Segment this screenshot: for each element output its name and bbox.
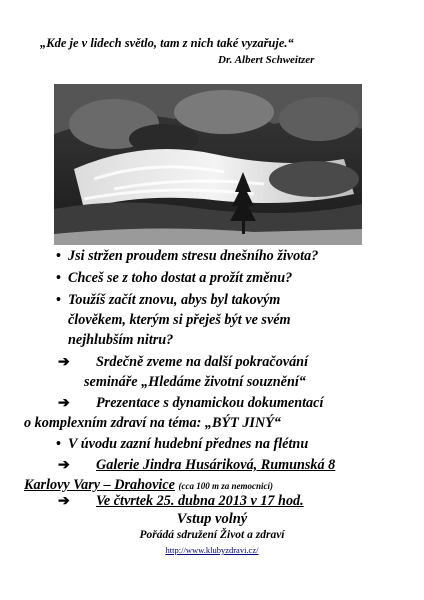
venue-line: ➔ Galerie Jindra Husáriková, Rumunská 8 [58,457,336,473]
bullet-dot-icon: • [56,270,61,286]
arrow-right-icon: ➔ [58,396,70,411]
entry-free: Vstup volný [176,511,248,527]
venue-line-2: Karlovy Vary – Drahovice (cca 100 m za nemocnicí) [24,477,273,493]
bullet-dot-icon: • [56,292,61,308]
presentation-line: ➔ Prezentace s dynamickou dokumentací [58,395,324,411]
arrow-right-icon: ➔ [58,355,70,370]
presentation-line-2: o komplexním zdraví na téma: „BÝT JINÝ“ [24,415,281,431]
bullet-item: • V úvodu zazní hudební přednes na flétnu [56,436,309,452]
bullet-continuation: člověkem, kterým si přeješ být ve svém [68,312,291,328]
invite-line: ➔ Srdečně zveme na další pokračování [58,354,309,370]
venue-note: (cca 100 m za nemocnicí) [178,481,273,491]
bullet-item: • Chceš se z toho dostat a prožít změnu? [56,270,293,286]
waterfall-photo [54,84,362,245]
quote: „Kde je v lidech světlo, tam z nich také vyzařuje.“ [40,36,294,50]
invite-line-2: semináře „Hledáme životní souznění“ [84,374,306,390]
organizer: Pořádá sdružení Život a zdraví [139,529,285,541]
arrow-right-icon: ➔ [58,494,70,509]
bullet-item: • Toužíš začít znovu, abys byl takovým [56,292,281,308]
bullet-dot-icon: • [56,436,61,452]
quote-author: Dr. Albert Schweitzer [218,54,315,66]
date-line: ➔ Ve čtvrtek 25. dubna 2013 v 17 hod. [58,493,304,509]
bullet-continuation: nejhlubším nitru? [68,332,174,348]
website-link[interactable]: http://www.klubyzdravi.cz/ [165,545,259,555]
arrow-right-icon: ➔ [58,458,70,473]
bullet-dot-icon: • [56,248,61,264]
bullet-item: • Jsi stržen proudem stresu dnešního života? [56,248,319,264]
